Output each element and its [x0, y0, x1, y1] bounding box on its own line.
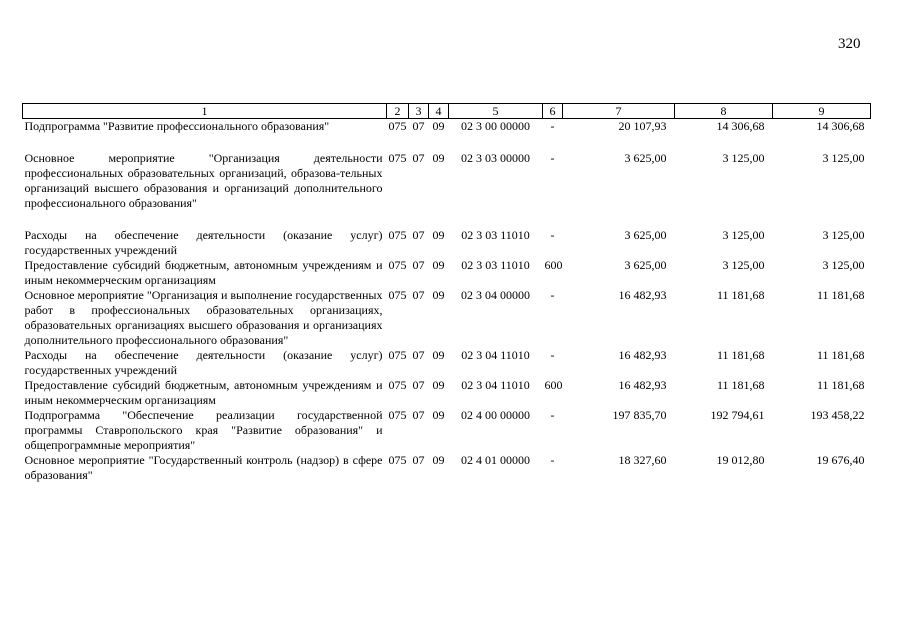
cell-amount-9: 3 125,00: [822, 151, 865, 165]
cell-ministry: 075: [388, 258, 407, 272]
cell-subsection: 09: [432, 288, 445, 302]
cell-expense-type: -: [550, 408, 555, 422]
cell-expense-type: 600: [544, 378, 563, 392]
table-row: [23, 378, 871, 408]
cell-expense-type: -: [550, 348, 555, 362]
cell-amount-7: 3 625,00: [624, 228, 667, 242]
cell-ministry: 075: [388, 228, 407, 242]
cell-subsection: 09: [432, 119, 445, 133]
cell-subsection: 09: [432, 151, 445, 165]
cell-ministry: 075: [388, 119, 407, 133]
cell-target-code: 02 3 04 11010: [461, 378, 530, 392]
header-cell: 7: [563, 104, 675, 119]
cell-ministry: 075: [388, 378, 407, 392]
header-cell: 5: [449, 104, 543, 119]
cell-amount-8: 11 181,68: [716, 378, 765, 392]
header-cell: 1: [23, 104, 387, 119]
cell-amount-9: 14 306,68: [816, 119, 865, 133]
cell-section: 07: [412, 151, 425, 165]
row-name: Подпрограмма "Обеспечение реализации государственной программы Ставропольского края "Развитие образования" и общепрограммные мероприятия": [24, 408, 383, 452]
table-row: [23, 453, 871, 483]
header-row: [23, 104, 871, 119]
cell-subsection: 09: [432, 408, 445, 422]
table-row: [23, 228, 871, 258]
cell-amount-7: 20 107,93: [618, 119, 667, 133]
row-name: Предоставление субсидий бюджетным, автономным учреждениям и иным некоммерческим организациям: [24, 378, 383, 407]
cell-subsection: 09: [432, 348, 445, 362]
cell-amount-9: 193 458,22: [810, 408, 865, 422]
header-cell: 8: [675, 104, 773, 119]
cell-expense-type: -: [550, 119, 555, 133]
cell-expense-type: -: [550, 453, 555, 467]
row-name: Основное мероприятие "Организация и выполнение государственных работ в профессиональных образовательных организациях, образовательных организациях высшего образования и организациях дополнительного профессионального образования": [24, 288, 383, 347]
cell-amount-9: 3 125,00: [822, 228, 865, 242]
cell-target-code: 02 4 00 00000: [461, 408, 530, 422]
cell-target-code: 02 3 00 00000: [461, 119, 530, 133]
row-name: Подпрограмма "Развитие профессионального образования": [24, 119, 330, 133]
cell-expense-type: 600: [544, 258, 563, 272]
cell-amount-7: 18 327,60: [618, 453, 667, 467]
cell-target-code: 02 3 03 11010: [461, 228, 530, 242]
row-name: Предоставление субсидий бюджетным, автономным учреждениям и иным некоммерческим организациям: [24, 258, 383, 287]
cell-expense-type: -: [550, 151, 555, 165]
cell-target-code: 02 3 03 11010: [461, 258, 530, 272]
cell-amount-7: 16 482,93: [618, 348, 667, 362]
cell-subsection: 09: [432, 258, 445, 272]
cell-amount-9: 11 181,68: [816, 348, 865, 362]
header-cell: 4: [429, 104, 449, 119]
row-name: Расходы на обеспечение деятельности (оказание услуг) государственных учреждений: [24, 228, 383, 257]
page-number: 320: [838, 36, 861, 52]
cell-section: 07: [412, 228, 425, 242]
spacer-row: [23, 134, 871, 151]
cell-amount-7: 3 625,00: [624, 151, 667, 165]
table-row: [23, 258, 871, 288]
cell-amount-8: 3 125,00: [722, 228, 765, 242]
cell-amount-9: 11 181,68: [816, 378, 865, 392]
cell-expense-type: -: [550, 228, 555, 242]
cell-amount-8: 14 306,68: [716, 119, 765, 133]
cell-amount-8: 11 181,68: [716, 348, 765, 362]
cell-amount-7: 3 625,00: [624, 258, 667, 272]
cell-amount-8: 19 012,80: [716, 453, 765, 467]
cell-section: 07: [412, 288, 425, 302]
row-name: Расходы на обеспечение деятельности (оказание услуг) государственных учреждений: [24, 348, 383, 377]
header-cell: 9: [773, 104, 871, 119]
cell-ministry: 075: [388, 348, 407, 362]
cell-ministry: 075: [388, 288, 407, 302]
budget-table: [22, 103, 871, 483]
cell-amount-7: 16 482,93: [618, 288, 667, 302]
cell-amount-9: 3 125,00: [822, 258, 865, 272]
cell-section: 07: [412, 258, 425, 272]
table-row: [23, 151, 871, 211]
spacer-row: [23, 211, 871, 228]
cell-expense-type: -: [550, 288, 555, 302]
cell-amount-8: 3 125,00: [722, 258, 765, 272]
cell-amount-9: 19 676,40: [816, 453, 865, 467]
cell-ministry: 075: [388, 408, 407, 422]
table-row: [23, 119, 871, 135]
header-cell: 6: [543, 104, 563, 119]
cell-amount-8: 3 125,00: [722, 151, 765, 165]
cell-amount-7: 197 835,70: [612, 408, 667, 422]
header-cell: 2: [387, 104, 409, 119]
cell-target-code: 02 4 01 00000: [461, 453, 530, 467]
cell-amount-8: 11 181,68: [716, 288, 765, 302]
cell-amount-8: 192 794,61: [710, 408, 765, 422]
cell-subsection: 09: [432, 453, 445, 467]
table-row: [23, 348, 871, 378]
cell-section: 07: [412, 408, 425, 422]
row-name: Основное мероприятие "Государственный контроль (надзор) в сфере образования": [24, 453, 383, 482]
cell-ministry: 075: [388, 151, 407, 165]
cell-subsection: 09: [432, 378, 445, 392]
table-row: [23, 408, 871, 453]
cell-amount-9: 11 181,68: [816, 288, 865, 302]
cell-section: 07: [412, 378, 425, 392]
cell-subsection: 09: [432, 228, 445, 242]
cell-target-code: 02 3 04 11010: [461, 348, 530, 362]
cell-section: 07: [412, 348, 425, 362]
cell-target-code: 02 3 04 00000: [461, 288, 530, 302]
table-row: [23, 288, 871, 348]
row-name: Основное мероприятие "Организация деятельности профессиональных образовательных организаций, образова-тельных организаций высшего образования и организаций дополнительного профессионального образования": [24, 151, 383, 210]
cell-ministry: 075: [388, 453, 407, 467]
cell-section: 07: [412, 119, 425, 133]
cell-section: 07: [412, 453, 425, 467]
cell-amount-7: 16 482,93: [618, 378, 667, 392]
cell-target-code: 02 3 03 00000: [461, 151, 530, 165]
header-cell: 3: [409, 104, 429, 119]
